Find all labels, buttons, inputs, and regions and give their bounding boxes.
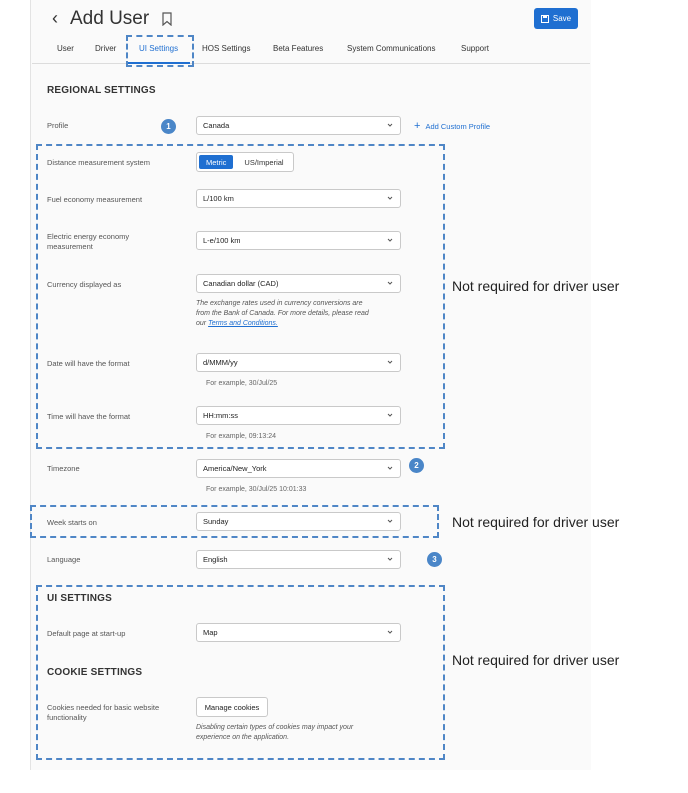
default-page-select[interactable]	[196, 623, 401, 642]
page-title: Add User	[70, 8, 150, 29]
save-icon	[541, 15, 549, 23]
step-badge-2: 2	[409, 458, 424, 473]
cookies-note	[196, 723, 353, 743]
tab-user[interactable]: User	[57, 44, 74, 53]
time-select[interactable]	[196, 406, 401, 425]
electric-label	[47, 232, 129, 252]
currency-note-line2: from the Bank of Canada. For more details, please read	[196, 310, 369, 317]
metric-option[interactable]: Metric	[199, 155, 233, 169]
time-label: Time will have the format	[47, 412, 131, 421]
chevron-down-icon	[387, 412, 393, 418]
date-label: Date will have the format	[47, 359, 130, 368]
step-badge-1: 1	[161, 119, 176, 134]
chevron-down-icon	[387, 359, 393, 365]
chevron-down-icon	[387, 518, 393, 524]
back-arrow-icon[interactable]: ‹	[52, 8, 58, 28]
chevron-down-icon	[387, 237, 393, 243]
profile-value: Canada	[203, 121, 230, 130]
add-custom-profile-label: Add Custom Profile	[425, 121, 491, 131]
electric-label-line1: Electric energy economy	[47, 232, 130, 241]
chevron-down-icon	[387, 122, 393, 128]
regional-settings-title: REGIONAL SETTINGS	[47, 85, 156, 96]
profile-select[interactable]	[196, 116, 401, 135]
default-page-label: Default page at start-up	[47, 629, 126, 638]
chevron-down-icon	[387, 465, 393, 471]
tab-hos-settings[interactable]: HOS Settings	[202, 44, 251, 53]
cookie-settings-title: COOKIE SETTINGS	[47, 667, 143, 678]
profile-label: Profile	[47, 121, 69, 130]
chevron-down-icon	[387, 280, 393, 286]
chevron-down-icon	[387, 195, 393, 201]
language-select[interactable]	[196, 550, 401, 569]
language-label: Language	[47, 555, 81, 564]
electric-value: L-e/100 km	[203, 236, 241, 245]
tab-support[interactable]: Support	[461, 44, 490, 53]
week-value: Sunday	[203, 517, 229, 526]
fuel-value: L/100 km	[203, 194, 234, 203]
chevron-down-icon	[387, 556, 393, 562]
cookies-label	[47, 703, 159, 723]
fuel-select[interactable]	[196, 189, 401, 208]
time-example: For example, 09:13:24	[206, 433, 277, 440]
ui-settings-title: UI SETTINGS	[47, 593, 112, 604]
currency-note	[196, 299, 369, 329]
tab-highlight-outline	[126, 35, 194, 67]
fuel-label: Fuel economy measurement	[47, 195, 143, 204]
annotation-not-required-2: Not required for driver user	[452, 514, 620, 530]
save-label: Save	[552, 14, 572, 23]
currency-value: Canadian dollar (CAD)	[203, 279, 279, 288]
tabs-divider	[32, 63, 590, 64]
timezone-select[interactable]	[196, 459, 401, 478]
week-label: Week starts on	[47, 518, 97, 527]
currency-note-prefix: our	[196, 320, 207, 327]
plus-icon: +	[414, 120, 421, 132]
currency-select[interactable]	[196, 274, 401, 293]
terms-link[interactable]: Terms and Conditions.	[208, 320, 278, 327]
bookmark-icon[interactable]	[160, 12, 174, 26]
tab-ui-settings[interactable]: UI Settings	[139, 44, 179, 53]
date-example: For example, 30/Jul/25	[206, 380, 278, 387]
default-page-value: Map	[203, 628, 218, 637]
week-select[interactable]	[196, 512, 401, 531]
chevron-down-icon	[387, 629, 393, 635]
annotation-not-required-3: Not required for driver user	[452, 652, 620, 668]
annotation-not-required-1: Not required for driver user	[452, 278, 620, 294]
time-value: HH:mm:ss	[203, 411, 238, 420]
add-custom-profile-link[interactable]	[414, 120, 490, 132]
timezone-example: For example, 30/Jul/25 10:01:33	[206, 486, 307, 493]
tab-system-communications[interactable]: System Communications	[347, 44, 436, 53]
cookies-note-line2: experience on the application.	[196, 734, 290, 741]
cookies-label-line1: Cookies needed for basic website	[47, 703, 160, 712]
currency-label: Currency displayed as	[47, 280, 122, 289]
cookies-label-line2: functionality	[47, 713, 87, 722]
distance-toggle[interactable]	[196, 152, 294, 172]
currency-note-line1: The exchange rates used in currency conversions are	[196, 300, 363, 307]
distance-label: Distance measurement system	[47, 158, 150, 167]
electric-label-line2: measurement	[47, 242, 93, 251]
tab-beta-features[interactable]: Beta Features	[273, 44, 324, 53]
us-imperial-option[interactable]: US/Imperial	[244, 157, 284, 167]
timezone-label: Timezone	[47, 464, 80, 473]
language-value: English	[203, 555, 228, 564]
step-badge-3: 3	[427, 552, 442, 567]
date-value: d/MMM/yy	[203, 358, 238, 367]
manage-cookies-button[interactable]: Manage cookies	[196, 697, 268, 717]
save-button[interactable]	[534, 8, 578, 29]
timezone-value: America/New_York	[203, 464, 267, 473]
electric-select[interactable]	[196, 231, 401, 250]
date-select[interactable]	[196, 353, 401, 372]
tab-driver[interactable]: Driver	[95, 44, 117, 53]
cookies-note-line1: Disabling certain types of cookies may impact your	[196, 724, 354, 731]
